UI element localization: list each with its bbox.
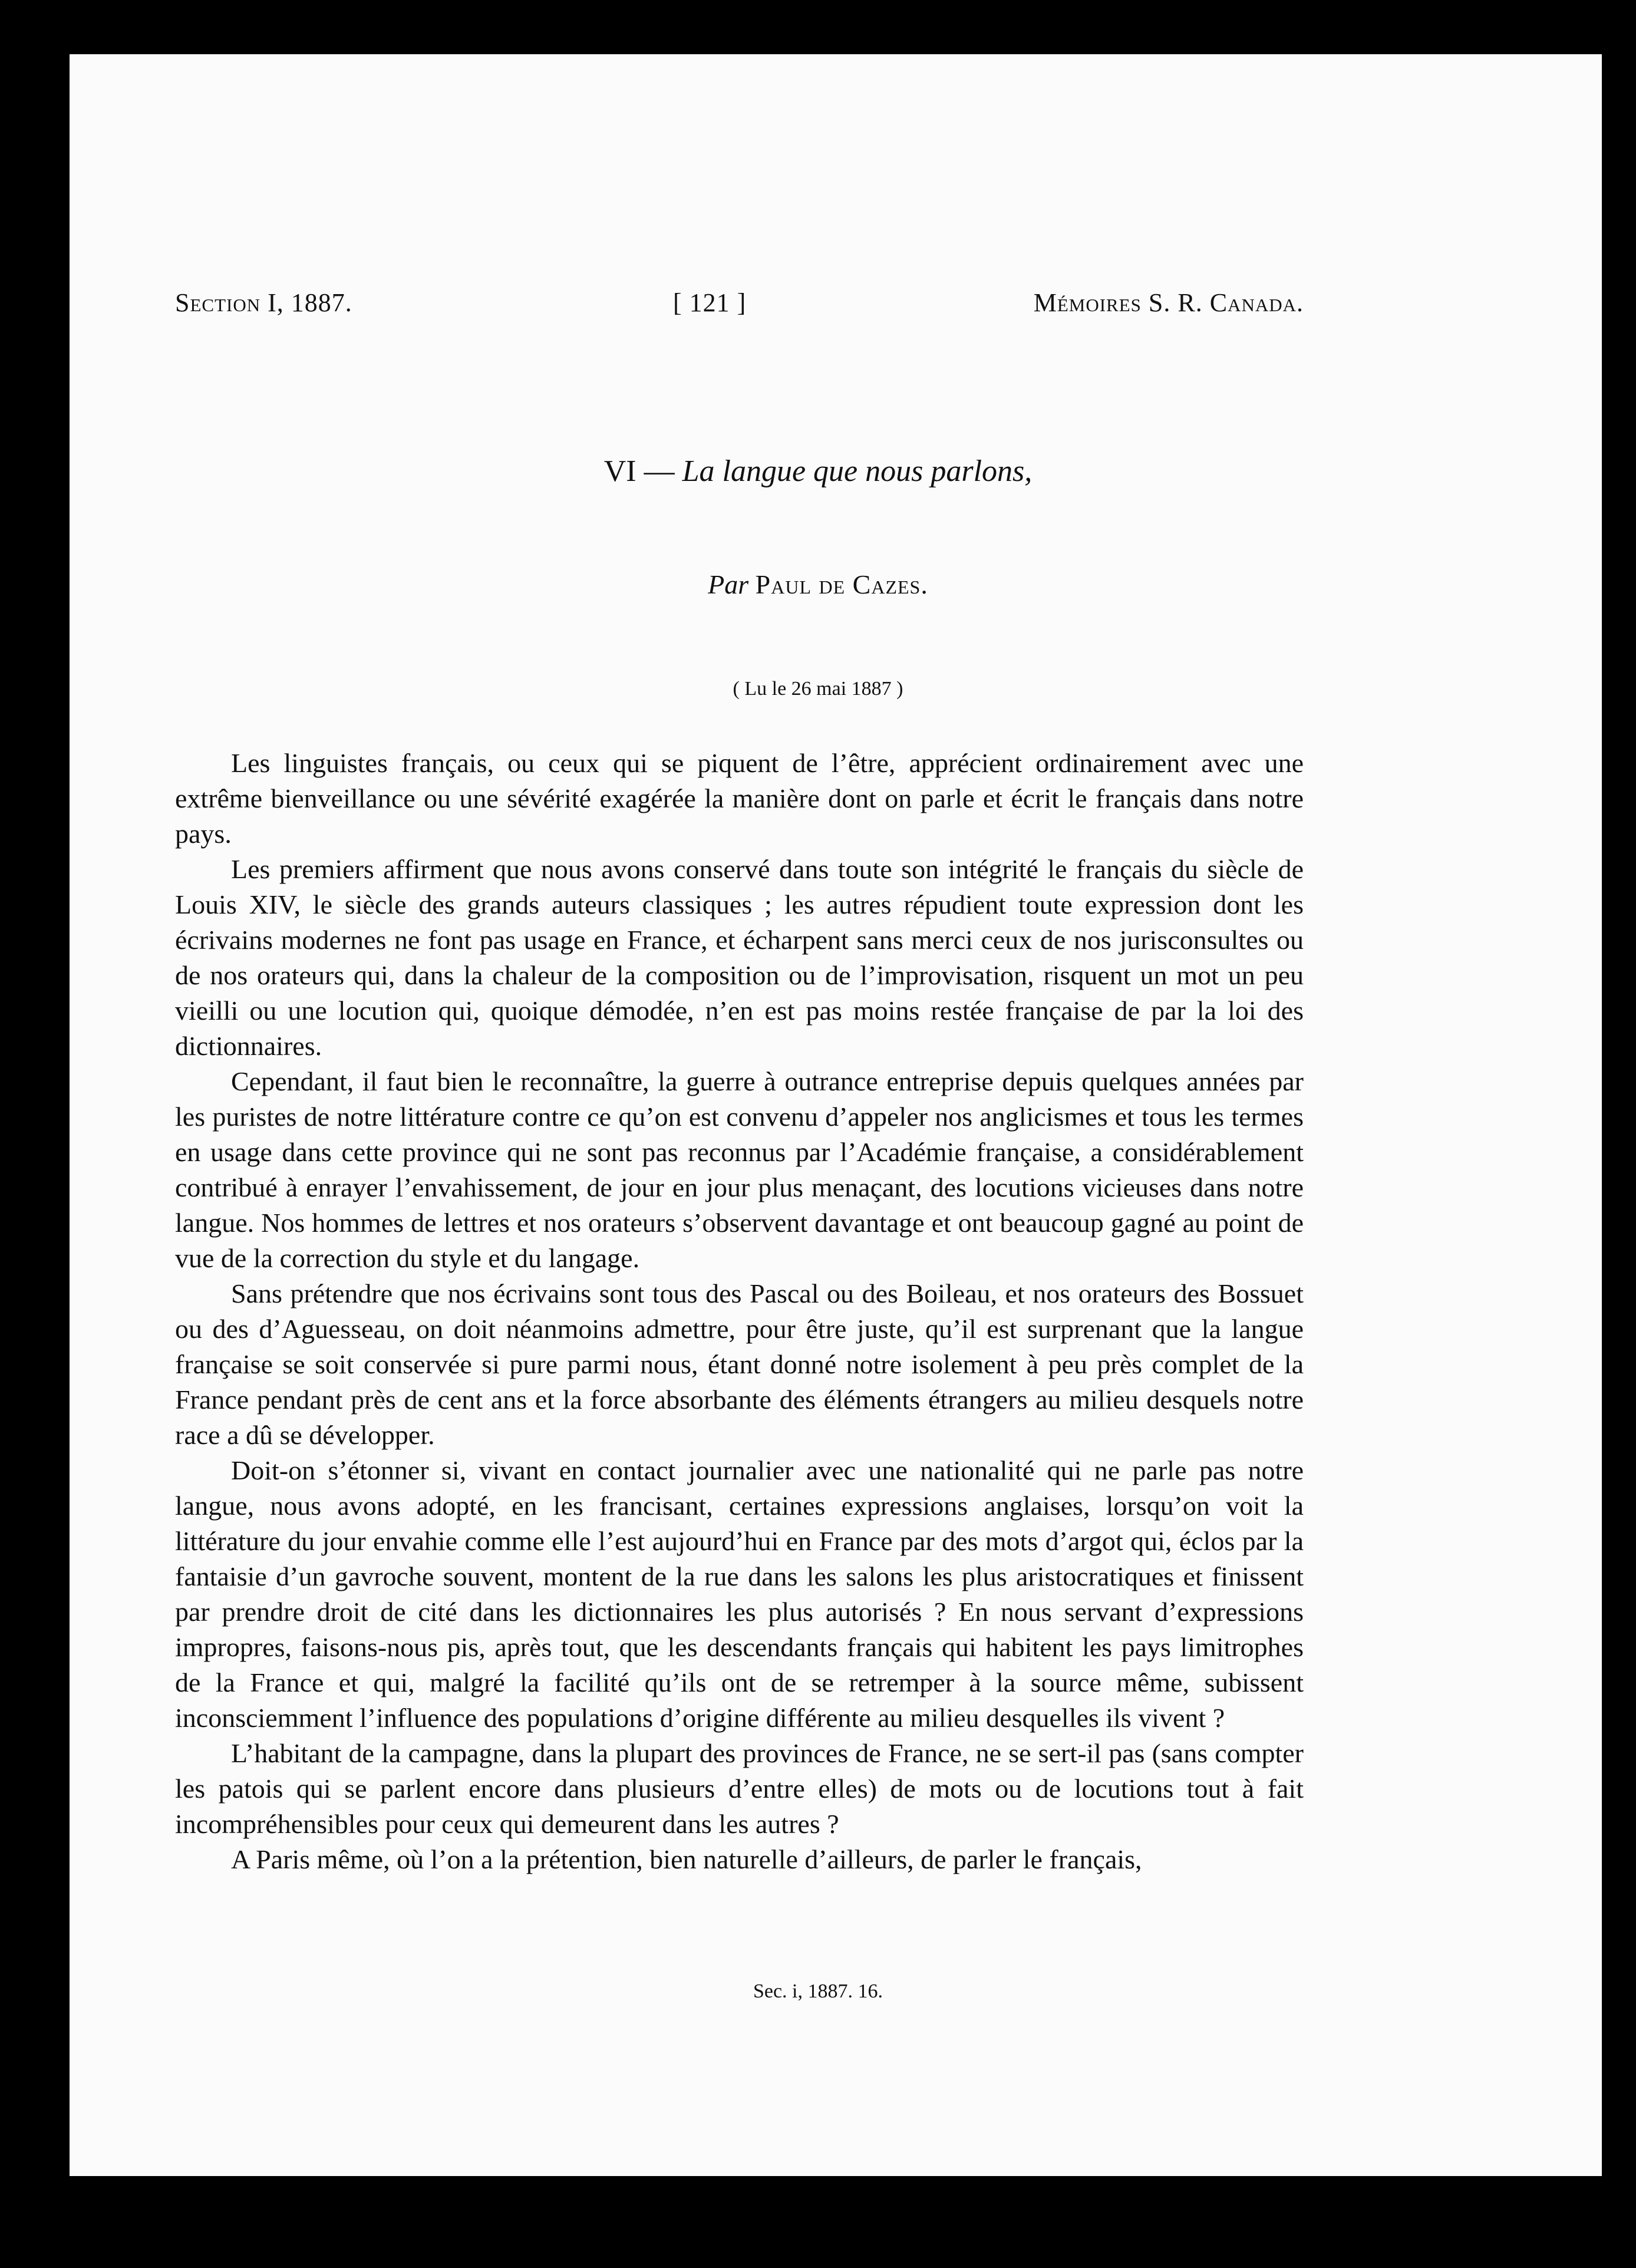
byline-prefix: Par (708, 569, 749, 599)
page-number: [ 121 ] (673, 288, 747, 317)
article-number: VI — (603, 454, 675, 488)
article-title-text: La langue que nous parlons, (682, 454, 1033, 488)
paragraph: Les linguistes français, ou ceux qui se piquent de l’être, apprécient ordinairement avec une extrême bienveillance ou une sévérité exagérée la manière dont on parle et écrit le français dans notre pays. (175, 748, 1304, 849)
paragraph: Sans prétendre que nos écrivains sont tous des Pascal ou des Boileau, et nos orateurs des Bossuet ou des d’Aguesseau, on doit néanmoins admettre, pour être juste, qu’il est surprenant que la langue française se soit conservée si pure parmi nous, étant donné notre isolement à peu près complet de la France pendant près de cent ans et la force absorbante des éléments étrangers au milieu desquels notre race a dû se développer. (175, 1278, 1304, 1450)
paragraph: Cependant, il faut bien le reconnaître, la guerre à outrance entreprise depuis quelques années par les puristes de notre littérature contre ce qu’on est convenu d’appeler nos anglicismes et tous les termes en usage dans cette province qui ne sont pas reconnus par l’Académie française, a considérablement contribué à enrayer l’envahissement, de jour en jour plus menaçant, des locutions vicieuses dans notre langue. Nos hommes de lettres et nos orateurs s’observent davantage et ont beaucoup gagné au point de vue de la correction du style et du langage. (175, 1066, 1304, 1273)
paragraph: A Paris même, où l’on a la prétention, bien naturelle d’ailleurs, de parler le français, (231, 1844, 1142, 1874)
body-text (175, 746, 1304, 1877)
author-name: Paul de Cazes. (755, 569, 928, 599)
running-head (175, 288, 1304, 323)
paragraph: L’habitant de la campagne, dans la plupart des provinces de France, ne se sert-il pas (sans compter les patois qui se parlent encore dans plusieurs d’entre elles) de mots ou de locutions tout à fait incompréhensibles pour ceux qui demeurent dans les autres ? (175, 1738, 1304, 1839)
read-date: ( Lu le 26 mai 1887 ) (733, 678, 903, 700)
running-head-section: Section I, 1887. (175, 288, 352, 317)
paragraph: Doit-on s’étonner si, vivant en contact journalier avec une nationalité qui ne parle pas notre langue, nous avons adopté, en les francisant, certaines expressions anglaises, lorsqu’on voit la littérature du jour envahie comme elle l’est aujourd’hui en France par des mots d’argot qui, éclos par la fantaisie d’un gavroche souvent, montent de la rue dans les salons les plus aristocratiques et finissent par prendre droit de cité dans les dictionnaires les plus autorisés ? En nous servant d’expressions impropres, faisons-nous pis, après tout, que les descendants français qui habitent les pays limitrophes de la France et qui, malgré la facilité qu’ils ont de se retremper à la source même, subissent inconsciemment l’influence des populations d’origine différente au milieu desquelles ils vivent ? (175, 1455, 1304, 1733)
signature-mark: Sec. i, 1887. 16. (753, 1980, 883, 2002)
byline (0, 569, 1636, 600)
paragraph: Les premiers affirment que nous avons conservé dans toute son intégrité le français du siècle de Louis XIV, le siècle des grands auteurs classiques ; les autres répudient toute expression dont les écrivains modernes ne font pas usage en France, et écharpent sans merci ceux de nos jurisconsultes ou de nos orateurs qui, dans la chaleur de la composition ou de l’improvisation, risquent un mot un peu vieilli ou une locution qui, quoique démodée, n’en est pas moins restée française de par la loi des dictionnaires. (175, 854, 1304, 1061)
running-head-journal: Mémoires S. R. Canada. (1033, 288, 1304, 317)
article-title (0, 454, 1636, 489)
